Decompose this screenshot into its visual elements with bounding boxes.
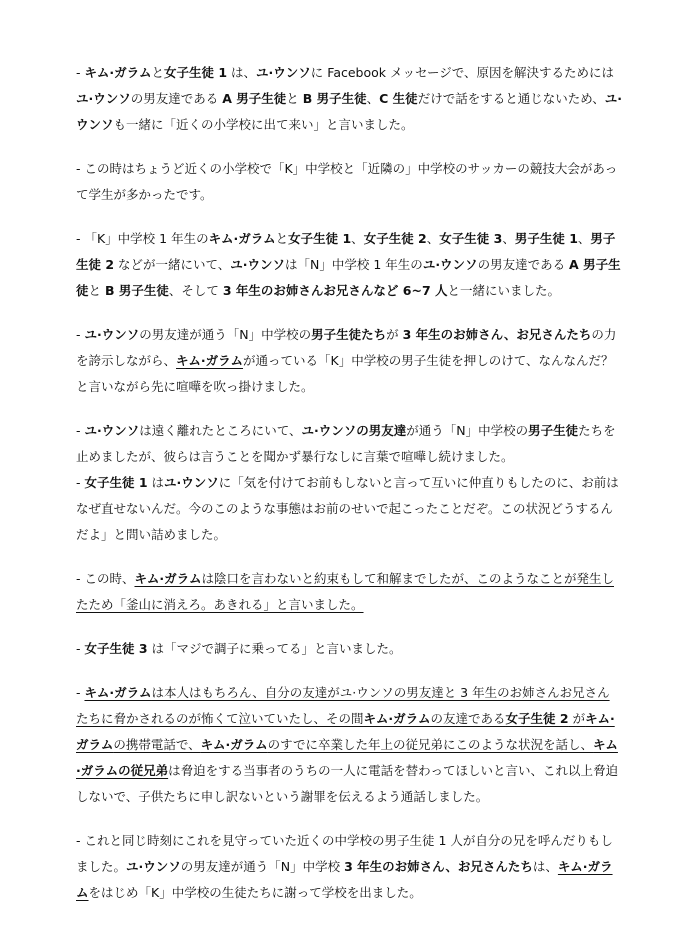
text-run: - この時はちょうど近くの小学校で「K」中学校と「近隣の」中学校のサッカーの競技大会があって学生が多かったです。 xyxy=(76,161,618,202)
text-run: 、 xyxy=(366,91,380,106)
text-run: と xyxy=(275,231,289,246)
bold-text-run: C 生徒 xyxy=(379,91,418,106)
text-run: は陰口を言わないと約束もして和解までしたが、このようなことが発生したため「釜山に消えろ。あきれる」と言いました。 xyxy=(76,571,614,612)
text-run: の男友達が通う「N」中学校 xyxy=(180,859,345,874)
paragraph xyxy=(76,470,622,548)
bold-text-run: ユ·ウンソ xyxy=(76,91,622,132)
bold-text-run: 3 年生のお姉さん、お兄さんたち xyxy=(344,859,533,874)
bold-text-run: 女子生徒 3 xyxy=(84,641,148,656)
bold-text-run: ユ·ウンソ xyxy=(126,859,181,874)
bold-text-run: 3 年生のお姉さん、お兄さんたち xyxy=(402,327,592,342)
text-run: 、 xyxy=(351,231,364,246)
text-run: の男友達が通う「N」中学校の xyxy=(139,327,312,342)
bold-text-run: ユ·ウンソ xyxy=(230,257,286,272)
text-run: たちを止めましたが、彼らは言うことを聞かず暴行なしに言葉で喧嘩し続けました。 xyxy=(76,423,616,464)
text-run: - 「K」中学校 1 年生の xyxy=(76,231,209,246)
bold-text-run: 女子生徒 1 xyxy=(164,65,228,80)
text-run: と xyxy=(88,283,105,298)
bold-text-run: A 男子生徒 xyxy=(76,257,621,298)
paragraph xyxy=(76,418,622,470)
text-run: 、 xyxy=(502,231,515,246)
text-run: のすでに卒業した年上の従兄弟にこのような状況を話し、 xyxy=(267,737,594,752)
text-run: と一緒にいました。 xyxy=(447,283,561,298)
text-run: - xyxy=(76,641,85,656)
text-run: 、そして xyxy=(168,283,223,298)
paragraph xyxy=(76,156,622,208)
bold-text-run: ユ·ウンソ xyxy=(84,327,140,342)
text-run: - xyxy=(76,685,85,700)
text-run: の力を誇示しながら、 xyxy=(76,327,617,368)
bold-text-run: キム·ガラム xyxy=(84,65,152,80)
bold-text-run: 女子生徒 1 xyxy=(288,231,352,246)
bold-text-run: キム·ガラム xyxy=(363,711,431,726)
text-run: などが一緒にいて、 xyxy=(114,257,231,272)
text-run: は遠く離れたところにいて、 xyxy=(139,423,302,438)
bold-text-run: 男子生徒たち xyxy=(311,327,387,342)
bold-text-run: キム·ガラム xyxy=(76,711,615,752)
bold-text-run: B 男子生徒 xyxy=(302,91,367,106)
text-run: は「マジで調子に乗ってる」と言いました。 xyxy=(147,641,402,656)
bold-text-run: ユ·ウンソ xyxy=(164,475,219,490)
text-run: が xyxy=(386,327,403,342)
bold-text-run: キム·ガラム xyxy=(176,353,244,368)
text-run: に Facebook メッセージで、原因を解決するためには xyxy=(310,65,614,80)
text-run: - xyxy=(76,423,85,438)
bold-text-run: キム·ガラム xyxy=(200,737,268,752)
text-run: は「N」中学校 1 年生の xyxy=(285,257,423,272)
paragraph xyxy=(76,60,622,138)
bold-text-run: 女子生徒 2 xyxy=(505,711,569,726)
text-run: 、 xyxy=(426,231,440,246)
bold-text-run: ユ·ウンソ xyxy=(84,423,140,438)
text-run: は脅迫をする当事者のうちの一人に電話を替わってほしいと言い、これ以上脅迫しないで、子供たちに申し訳ないという謝罪を伝えるよう通話しました。 xyxy=(76,763,619,804)
text-run: は、 xyxy=(227,65,257,80)
paragraph xyxy=(76,226,622,304)
bold-text-run: A 男子生徒 xyxy=(222,91,287,106)
bold-text-run: ユ·ウンソ xyxy=(256,65,311,80)
text-run: は、 xyxy=(532,859,558,874)
text-run: は本人はもちろん、自分の友達がユ·ウンソの男友達と 3 年生のお姉さんお兄さんたちに脅かされるのが怖くて泣いていたし、その間 xyxy=(76,685,610,726)
text-run: が通う「N」中学校の xyxy=(406,423,529,438)
bold-text-run: 男子生徒 xyxy=(528,423,579,438)
text-run: - xyxy=(76,327,85,342)
bold-text-run: 女子生徒 3 xyxy=(439,231,503,246)
text-run: も一緒に「近くの小学校に出て来い」と言いました。 xyxy=(113,117,414,132)
text-run: をはじめ「K」中学校の生徒たちに謝って学校を出ました。 xyxy=(88,885,422,900)
bold-text-run: 男子生徒 2 xyxy=(76,231,616,272)
bold-text-run: ユ·ウンソ xyxy=(422,257,478,272)
text-run: - この時、 xyxy=(76,571,135,586)
paragraph xyxy=(76,680,622,810)
text-run: の男友達である xyxy=(477,257,570,272)
bold-text-run: B 男子生徒 xyxy=(105,283,169,298)
bold-text-run: キム·ガラム xyxy=(134,571,202,586)
text-run: に「気を付けてお前もしないと言って互いに仲直りもしたのに、お前はなぜ直せないんだ。今のこのような事態はお前のせいで起こったことだぞ。この状況どうするんだよ」と問い詰めました。 xyxy=(76,475,619,542)
text-run: だけで話をすると通じないため、 xyxy=(417,91,605,106)
bold-text-run: ユ·ウンソの男友達 xyxy=(301,423,407,438)
text-run: 、 xyxy=(577,231,591,246)
text-run: の友達である xyxy=(430,711,506,726)
paragraph xyxy=(76,566,622,618)
bold-text-run: 女子生徒 1 xyxy=(84,475,148,490)
text-run: - xyxy=(76,475,85,490)
paragraph xyxy=(76,322,622,400)
paragraph xyxy=(76,828,622,906)
text-run: - これと同じ時刻にこれを見守っていた近くの中学校の男子生徒 1 人が自分の兄を呼んだりもしました。 xyxy=(76,833,613,874)
bold-text-run: ユ·ウンソ xyxy=(76,91,131,106)
bold-text-run: 女子生徒 2 xyxy=(363,231,427,246)
bold-text-run: 男子生徒 1 xyxy=(514,231,578,246)
text-run: が xyxy=(568,711,586,726)
bold-text-run: キム·ガラム xyxy=(76,859,613,900)
text-run: の携帯電話で、 xyxy=(113,737,201,752)
text-run: の男友達である xyxy=(130,91,223,106)
paragraph xyxy=(76,636,622,662)
bold-text-run: キム·ガラム xyxy=(84,685,152,700)
bold-text-run: キム·ガラム xyxy=(208,231,276,246)
text-run: - xyxy=(76,65,85,80)
text-run: と xyxy=(151,65,164,80)
bold-text-run: キム·ガラムの従兄弟 xyxy=(76,737,618,778)
text-run: と xyxy=(286,91,303,106)
text-run: は xyxy=(147,475,165,490)
text-run: が通っている「K」中学校の男子生徒を押しのけて、なんなんだ？と言いながら先に喧嘩を吹っ掛けました。 xyxy=(76,353,614,394)
bold-text-run: 3 年生のお姉さんお兄さんなど 6~7 人 xyxy=(222,283,448,298)
